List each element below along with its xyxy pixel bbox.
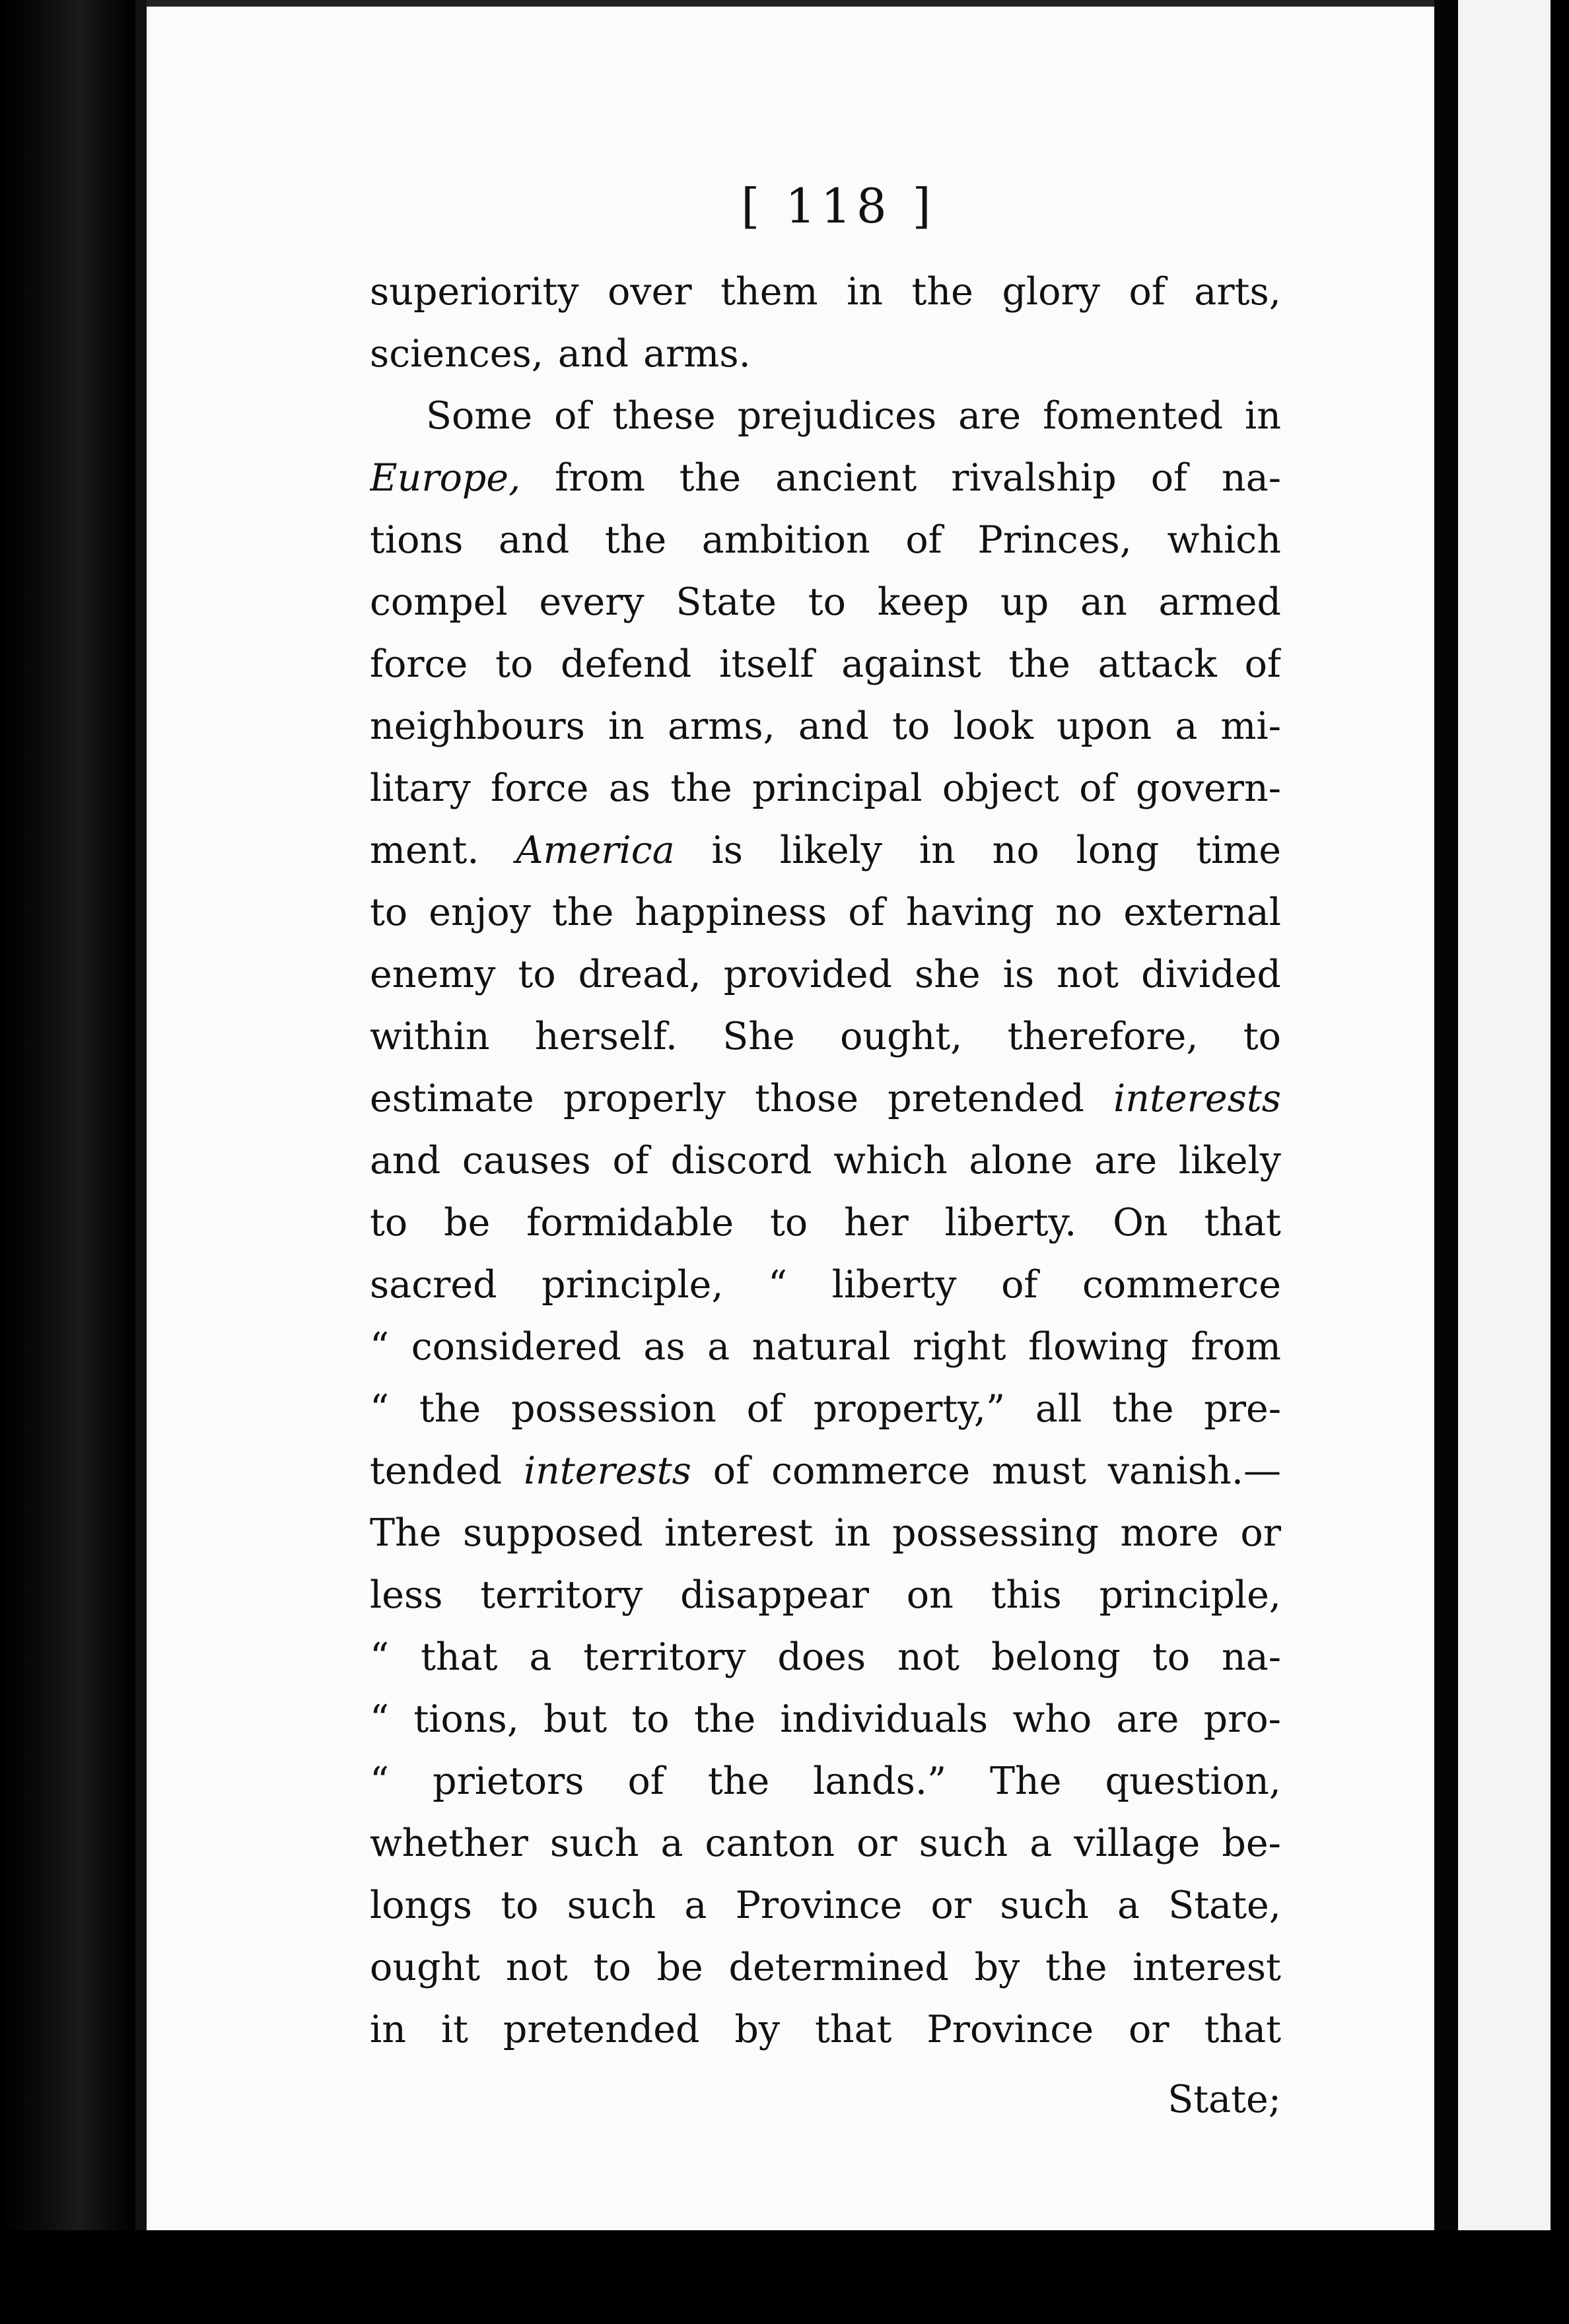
word: tions — [370, 518, 464, 562]
word: to — [501, 1884, 539, 1927]
word: the — [693, 1697, 756, 1741]
word: of — [627, 1760, 664, 1803]
word: does — [777, 1635, 866, 1679]
word: of — [1001, 1263, 1038, 1307]
word: such — [1000, 1884, 1089, 1927]
word: enjoy — [429, 891, 531, 934]
text-line — [370, 819, 1281, 881]
word: to — [593, 1946, 631, 1989]
text-line — [370, 1750, 1281, 1812]
word: herself. — [534, 1015, 678, 1058]
word: upon — [1056, 704, 1152, 748]
word: of — [612, 1139, 649, 1182]
word: force — [370, 642, 468, 686]
word: all — [1035, 1387, 1082, 1431]
word: divided — [1141, 953, 1281, 996]
word: State — [676, 580, 777, 624]
word: to — [495, 642, 534, 686]
word: to — [518, 953, 556, 996]
word: sciences, — [370, 332, 543, 376]
word: less — [370, 1573, 443, 1617]
page-number: [ 118 ] — [741, 178, 936, 234]
word: interests — [1113, 1077, 1281, 1120]
word: a — [707, 1325, 730, 1369]
word: those — [755, 1077, 859, 1120]
word: commerce — [771, 1449, 971, 1493]
word: “ — [370, 1325, 390, 1369]
word: be — [444, 1201, 491, 1245]
text-line — [370, 1068, 1281, 1130]
word: force — [491, 767, 589, 810]
word: or — [1129, 2008, 1169, 2051]
word: the — [419, 1387, 481, 1431]
text-line — [370, 1440, 1281, 1502]
word: “ — [767, 1263, 788, 1307]
word: to — [370, 1201, 408, 1245]
text-line — [370, 1378, 1281, 1440]
word: likely — [779, 829, 883, 872]
word: of — [1244, 642, 1281, 686]
word: in — [370, 2008, 406, 2051]
text-line — [370, 1006, 1281, 1068]
word: in — [608, 704, 645, 748]
word: of — [1079, 767, 1116, 810]
word: compel — [370, 580, 508, 624]
word: having — [905, 891, 1035, 934]
word: whether — [370, 1822, 528, 1865]
word: pro- — [1203, 1697, 1281, 1741]
word: likely — [1178, 1139, 1281, 1182]
word: no — [992, 829, 1039, 872]
word: mi- — [1220, 704, 1281, 748]
word: up — [1000, 580, 1049, 624]
word: canton — [705, 1822, 835, 1865]
text-line — [370, 509, 1281, 571]
word: vanish.— — [1107, 1449, 1281, 1493]
word: State, — [1168, 1884, 1281, 1927]
word: in — [1245, 394, 1281, 438]
word: which — [833, 1139, 948, 1182]
word: the — [670, 767, 732, 810]
word: to — [370, 891, 408, 934]
word: a — [660, 1822, 683, 1865]
word: of — [746, 1387, 784, 1431]
word: right — [913, 1325, 1006, 1369]
scan-right-border — [1551, 0, 1569, 2324]
text-line — [370, 1999, 1281, 2061]
text-line — [370, 1254, 1281, 1316]
text-line — [370, 633, 1281, 695]
word: armed — [1158, 580, 1281, 624]
word: possession — [511, 1387, 716, 1431]
word: village — [1074, 1822, 1201, 1865]
word: causes — [462, 1139, 591, 1182]
text-line — [370, 757, 1281, 819]
word: defend — [561, 642, 692, 686]
word: of — [713, 1449, 750, 1493]
word: a — [529, 1635, 552, 1679]
word: every — [539, 580, 645, 624]
word: pre- — [1204, 1387, 1281, 1431]
word: a — [1117, 1884, 1140, 1927]
word: and — [798, 704, 870, 748]
word: look — [953, 704, 1033, 748]
word: individuals — [780, 1697, 989, 1741]
word: arms, — [668, 704, 775, 748]
word: in — [847, 270, 884, 314]
text-line — [370, 695, 1281, 757]
word: na- — [1222, 456, 1281, 500]
text-line — [370, 571, 1281, 633]
word: Europe, — [370, 456, 521, 500]
word: more — [1120, 1511, 1219, 1555]
word: principal — [752, 767, 923, 810]
word: she — [914, 953, 981, 996]
word: as — [643, 1325, 685, 1369]
word: Province — [735, 1884, 903, 1927]
word: prietors — [433, 1760, 584, 1803]
word: Some — [426, 394, 533, 438]
text-line — [370, 1316, 1281, 1378]
word: interests — [523, 1449, 691, 1493]
word: as — [608, 767, 651, 810]
word: arms. — [643, 332, 751, 376]
text-line — [370, 1564, 1281, 1626]
text-line — [370, 1688, 1281, 1750]
word: a — [1029, 1822, 1053, 1865]
word: estimate — [370, 1077, 534, 1120]
word: sacred — [370, 1263, 497, 1307]
word: territory — [480, 1573, 643, 1617]
word: or — [1240, 1511, 1281, 1555]
word: be- — [1222, 1822, 1281, 1865]
word: commerce — [1082, 1263, 1281, 1307]
word: and — [499, 518, 570, 562]
text-line — [370, 1812, 1281, 1874]
word: formidable — [526, 1201, 734, 1245]
word: are — [958, 394, 1022, 438]
word: object — [942, 767, 1059, 810]
word: are — [1094, 1139, 1158, 1182]
word: the — [679, 456, 742, 500]
word: this — [991, 1573, 1062, 1617]
word: “ — [370, 1387, 390, 1431]
word: fomented — [1043, 394, 1224, 438]
word: pretended — [503, 2008, 700, 2051]
word: of — [1150, 456, 1188, 500]
word: from — [555, 456, 645, 500]
word: question, — [1105, 1760, 1281, 1803]
word: of — [848, 891, 885, 934]
word: On — [1113, 1201, 1168, 1245]
word: the — [1008, 642, 1070, 686]
word: to — [769, 1201, 808, 1245]
word: of — [554, 394, 591, 438]
word: liberty. — [944, 1201, 1077, 1245]
text-line — [370, 447, 1281, 509]
word: therefore, — [1007, 1015, 1199, 1058]
word: that — [1204, 1201, 1281, 1245]
word: them — [720, 270, 818, 314]
word: the — [911, 270, 973, 314]
word: America — [516, 829, 675, 872]
word: is — [711, 829, 744, 872]
word: which — [1167, 518, 1281, 562]
word: rivalship — [951, 456, 1117, 500]
word: glory — [1002, 270, 1100, 314]
word: by — [734, 2008, 781, 2051]
word: “ — [370, 1760, 390, 1803]
word: such — [567, 1884, 656, 1927]
word: tions, — [413, 1697, 519, 1741]
word: on — [906, 1573, 954, 1617]
word: “ — [370, 1697, 390, 1741]
word: arts, — [1194, 270, 1281, 314]
word: prejudices — [737, 394, 937, 438]
word: determined — [728, 1946, 949, 1989]
word: territory — [583, 1635, 746, 1679]
word: principle, — [541, 1263, 724, 1307]
word: an — [1080, 580, 1127, 624]
word: the — [707, 1760, 770, 1803]
word: property,” — [813, 1387, 1006, 1431]
word: by — [974, 1946, 1020, 1989]
word: against — [841, 642, 981, 686]
scan-gutter-line — [135, 0, 147, 2324]
word: alone — [969, 1139, 1073, 1182]
word: provided — [723, 953, 892, 996]
word: a — [1175, 704, 1198, 748]
word: Princes, — [977, 518, 1132, 562]
word: and — [557, 332, 629, 376]
word: and — [370, 1139, 441, 1182]
word: She — [722, 1015, 795, 1058]
word: itself — [719, 642, 814, 686]
word: or — [930, 1884, 972, 1927]
word: of — [1129, 270, 1166, 314]
word: external — [1123, 891, 1281, 934]
word: supposed — [463, 1511, 643, 1555]
word: “ — [370, 1635, 390, 1679]
word: to — [1152, 1635, 1191, 1679]
word: such — [549, 1822, 639, 1865]
word: over — [608, 270, 692, 314]
word: not — [1057, 953, 1119, 996]
word: not — [505, 1946, 568, 1989]
word: to — [808, 580, 846, 624]
word: within — [370, 1015, 490, 1058]
text-line — [370, 1192, 1281, 1254]
text-line — [370, 943, 1281, 1006]
word: ought — [370, 1946, 481, 1989]
word: ancient — [775, 456, 917, 500]
word: govern- — [1136, 767, 1281, 810]
word: it — [440, 2008, 468, 2051]
word: interest — [1133, 1946, 1281, 1989]
word: in — [919, 829, 956, 872]
word: but — [543, 1697, 608, 1741]
word: longs — [370, 1884, 472, 1927]
facing-page-edge — [1458, 0, 1551, 2230]
word: liberty — [831, 1263, 957, 1307]
word: not — [897, 1635, 960, 1679]
word: The — [990, 1760, 1062, 1803]
word: a — [684, 1884, 707, 1927]
word: keep — [877, 580, 969, 624]
text-line — [370, 1130, 1281, 1192]
word: such — [919, 1822, 1008, 1865]
text-line — [370, 1936, 1281, 1999]
word: the — [1045, 1946, 1107, 1989]
word: time — [1196, 829, 1281, 872]
word: must — [991, 1449, 1086, 1493]
word: or — [856, 1822, 897, 1865]
catchword: State; — [1168, 2078, 1281, 2121]
word: the — [552, 891, 614, 934]
word: that — [421, 1635, 498, 1679]
word: be — [656, 1946, 703, 1989]
word: disappear — [680, 1573, 869, 1617]
word: that — [1204, 2008, 1281, 2051]
word: happiness — [635, 891, 827, 934]
text-line — [370, 881, 1281, 943]
text-line — [370, 323, 1281, 385]
scan-left-border — [0, 0, 139, 2324]
scan-bottom-border — [0, 2230, 1569, 2324]
word: litary — [370, 767, 471, 810]
text-line — [370, 1626, 1281, 1688]
word: belong — [991, 1635, 1121, 1679]
word: to — [1243, 1015, 1281, 1058]
word: of — [905, 518, 942, 562]
word: flowing — [1028, 1325, 1169, 1369]
word: these — [612, 394, 716, 438]
word: possessing — [892, 1511, 1099, 1555]
word: the — [604, 518, 667, 562]
word: her — [844, 1201, 909, 1245]
word: tended — [370, 1449, 503, 1493]
word: from — [1191, 1325, 1281, 1369]
word: lands.” — [813, 1760, 947, 1803]
word: natural — [751, 1325, 891, 1369]
word: that — [814, 2008, 892, 2051]
scan-right-gutter — [1434, 0, 1458, 2324]
scan-top-edge — [147, 0, 1434, 7]
word: ment. — [370, 829, 479, 872]
word: na- — [1222, 1635, 1281, 1679]
text-line — [370, 385, 1281, 447]
word: the — [1112, 1387, 1174, 1431]
word: considered — [411, 1325, 621, 1369]
word: enemy — [370, 953, 496, 996]
body-text — [370, 261, 1281, 2061]
word: neighbours — [370, 704, 585, 748]
word: pretended — [888, 1077, 1084, 1120]
word: Province — [926, 2008, 1094, 2051]
word: are — [1116, 1697, 1179, 1741]
word: properly — [563, 1077, 726, 1120]
word: ought, — [840, 1015, 963, 1058]
word: interest — [664, 1511, 813, 1555]
word: superiority — [370, 270, 579, 314]
text-line — [370, 1874, 1281, 1936]
word: attack — [1098, 642, 1217, 686]
word: long — [1076, 829, 1160, 872]
word: is — [1002, 953, 1035, 996]
word: who — [1012, 1697, 1092, 1741]
word: principle, — [1099, 1573, 1281, 1617]
text-line — [370, 1502, 1281, 1564]
word: The — [370, 1511, 442, 1555]
text-line — [370, 261, 1281, 323]
word: no — [1055, 891, 1103, 934]
word: to — [631, 1697, 670, 1741]
word: dread, — [578, 953, 701, 996]
word: ambition — [701, 518, 870, 562]
word: to — [892, 704, 930, 748]
word: discord — [670, 1139, 812, 1182]
word: in — [834, 1511, 871, 1555]
